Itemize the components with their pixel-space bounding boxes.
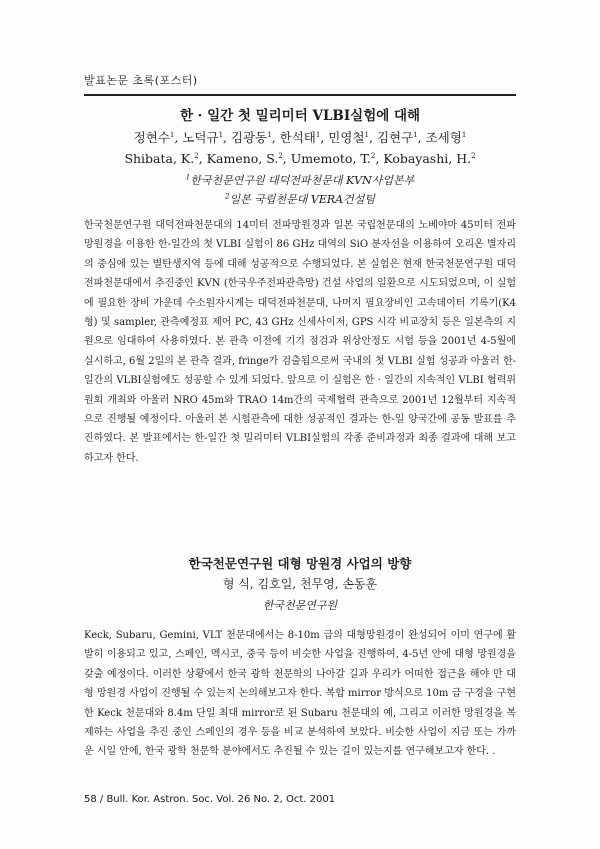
abstract1-affiliation-2 xyxy=(84,191,516,207)
author-name: Umemoto, T. xyxy=(290,151,371,166)
author-name: 김현구 xyxy=(376,130,414,145)
author-name: 조세형 xyxy=(425,130,462,145)
author-name: Shibata, K. xyxy=(124,151,195,166)
page-footer-citation: 58 / Bull. Kor. Astron. Soc. Vol. 26 No. 2, Oct. 2001 xyxy=(84,794,336,805)
abstract1-authors-kr: 정현수$^1$, 노덕규$^1$, 김광동$^1$, 한석태$^1$, 민영철$^1$, 김현구$^1$, 조세형$^1$ xyxy=(133,130,467,145)
author-name: 김광동 xyxy=(230,130,268,145)
author-affiliation-marker: 1 xyxy=(461,130,467,139)
author-affiliation-marker: 1 xyxy=(413,130,418,139)
abstract2-affiliation: 한국천문연구원 xyxy=(262,599,338,612)
abstract2-body xyxy=(84,626,516,762)
section-label: 발표논문 초록(포스터) xyxy=(84,74,198,87)
author-name: 노덕규 xyxy=(182,130,219,145)
author-affiliation-marker: 2 xyxy=(278,151,283,160)
affiliation-1-text: 한국천문연구원 대덕전파천문대 KVN사업본부 xyxy=(190,174,415,187)
author-name: 정현수 xyxy=(133,130,170,145)
author-affiliation-marker: 2 xyxy=(370,151,376,160)
header-rule xyxy=(84,94,516,96)
affiliation-2-marker: 2 xyxy=(225,192,230,201)
author-name: 민영철 xyxy=(328,130,365,145)
abstract2-authors: 형 식, 김호일, 천무영, 손동훈 xyxy=(222,577,378,591)
abstract2-title: 한국천문연구원 대형 망원경 사업의 방향 xyxy=(188,556,412,571)
author-affiliation-marker: 2 xyxy=(194,151,199,160)
abstract1-body xyxy=(84,216,516,468)
author-affiliation-marker: 1 xyxy=(218,130,224,139)
abstract2-body-text: Keck, Subaru, Gemini, VLT 천문대에서는 8-10m 급의 대형망원경이 완성되어 이미 연구에 활발히 이용되고 있고, 스페인, 멕시코, 중국 등이 비슷한 사업을 진행하여, 4-5년 안에 대형 망원경을 갖출 예정이다. 이러한 상황에서 한국 광학 천문학의 나아갈 길과 우리가 어떠한 접근을 해야 만 대형 망원경 사업이 진행될 수 있는지 논의해보고자 한다. 복합 mirror 방식으로 10m 급 구경을 구현한 Keck 천문대와 8.4m 단일 최대 mirror로 된 Subaru 천문대의 예, 그리고 이러한 망원경을 복제하는 사업을 추진 중인 스페인의 경우 등을 비교 분석하여 보았다. 비슷한 사업이 지금 또는 가까운 시일 안에, 한국 광학 천문학 분야에서도 추진될 수 있는 길이 있는지를 연구해보고자 한다. . xyxy=(84,630,516,758)
abstract1-title: 한 · 일간 첫 밀리미터 VLBI실험에 대해 xyxy=(179,108,421,124)
abstract1-body-text: 한국천문연구원 대덕전파천문대의 14미터 전파망원경과 일본 국립천문대의 노베야마 45미터 전파망원경을 이용한 한-일간의 첫 VLBI 실험이 86 GHz 대역의 SiO 분자선을 이용하여 오리온 별자리의 중심에 있는 별탄생지역 등에 대해 성공적으로 수행되었다. 본 실험은 현재 한국천문연구원 대덕전파천문대에서 추진중인 KVN (한국우주전파관측망) 건설 사업의 일환으로 시도되었으며, 이 실험에 필요한 장비 가운데 수소원자시계는 대덕전파천문대, 나머지 필요장비인 고속데이터 기록기(K4형) 및 sampler, 관측예정표 제어 PC, 43 GHz 신세사이저, GPS 시각 비교장치 등은 일본측의 지원으로 임대하여 사용하였다. 본 관측 이전에 기기 점검과 위상안정도 시험 등을 2001년 4-5월에 실시하고, 6월 2일의 본 관측 결과, fringe가 검출됨으로써 국내의 첫 VLBI 실험 성공과 아울러 한-일간의 VLBI실험에도 성공할 수 있게 되었다. 앞으로 이 실험은 한 · 일간의 지속적인 VLBI 협력위원회 개최와 아울러 NRO 45m와 TRAO 14m간의 국제협력 관측으로 2001년 12월부터 지속적으로 진행될 예정이다. 아울러 본 시험관측에 대한 성공적인 결과는 한-일 양국간에 공동 발표를 추진하였다. 본 발표에서는 한-일간 첫 밀리미터 VLBI실험의 각종 준비과정과 최종 결과에 대해 보고하고자 한다. xyxy=(84,220,516,464)
author-affiliation-marker: 1 xyxy=(267,130,272,139)
author-affiliation-marker: 1 xyxy=(315,130,321,139)
affiliation-1-marker: 1 xyxy=(185,173,191,182)
abstract1-affiliation-1 xyxy=(84,172,516,188)
author-affiliation-marker: 1 xyxy=(169,130,175,139)
author-affiliation-marker: 1 xyxy=(364,130,369,139)
affiliation-2-text: 일본 국립천문대 VERA건설팀 xyxy=(229,193,375,206)
author-affiliation-marker: 2 xyxy=(471,151,476,160)
author-name: Kameno, S. xyxy=(206,151,279,166)
author-name: 한석태 xyxy=(279,130,316,145)
abstract1-authors-jp: Shibata, K.$^2$, Kameno, S.$^2$, Umemoto, T.$^2$, Kobayashi, H.$^2$ xyxy=(124,151,476,166)
author-name: Kobayashi, H. xyxy=(383,151,472,166)
